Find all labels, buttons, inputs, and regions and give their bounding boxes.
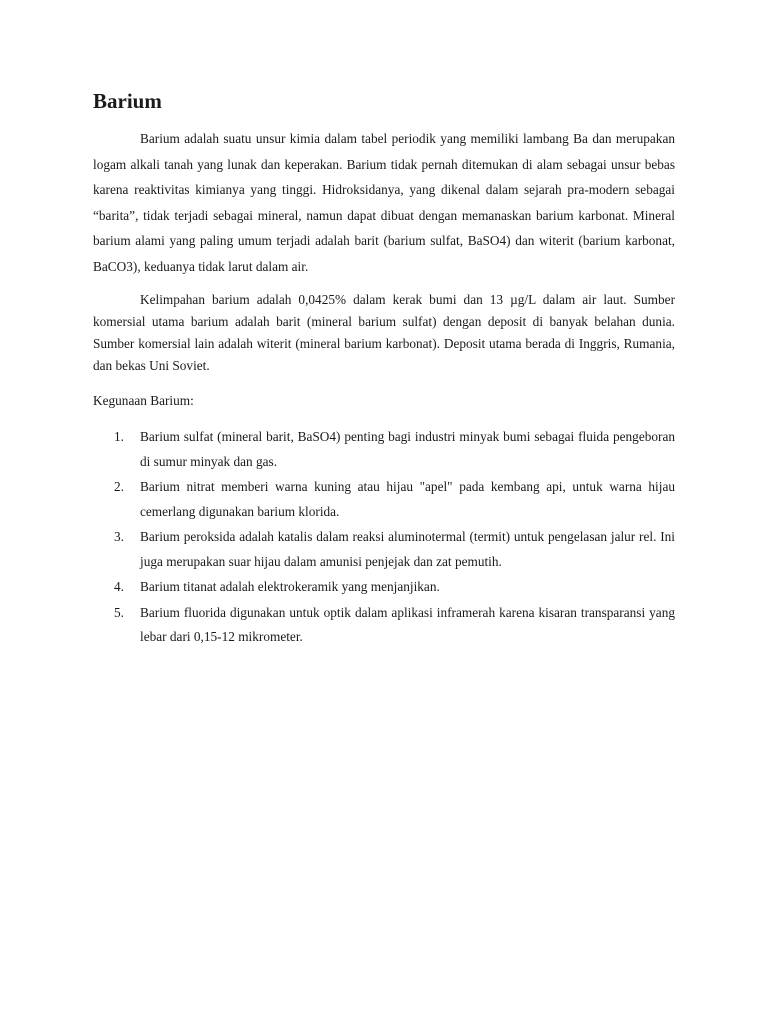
list-item-number: 1. [114,429,124,444]
document-title: Barium [93,89,162,113]
list-item-number: 2. [114,479,124,494]
list-item-number: 3. [114,529,124,544]
list-item-text: Barium titanat adalah elektrokeramik yang menjanjikan. [140,579,440,594]
paragraph-abundance: Kelimpahan barium adalah 0,0425% dalam kerak bumi dan 13 µg/L dalam air laut. Sumber komersial utama barium adalah barit (mineral barium sulfat) dengan deposit di banyak belahan dunia. Sumber komersial lain adalah witerit (mineral barium karbonat). Deposit utama berada di Inggris, Rumania, dan bekas Uni Soviet. [93,292,675,373]
list-item-text: Barium fluorida digunakan untuk optik dalam aplikasi inframerah karena kisaran transparansi yang lebar dari 0,15-12 mikrometer. [140,604,675,644]
list-item-number: 4. [114,579,124,594]
list-item [93,525,675,574]
list-item [93,601,675,650]
paragraph-intro: Barium adalah suatu unsur kimia dalam tabel periodik yang memiliki lambang Ba dan merupakan logam alkali tanah yang lunak dan keperakan. Barium tidak pernah ditemukan di alam sebagai unsur bebas karena reaktivitas kimianya yang tinggi. Hidroksidanya, yang dikenal dalam sejarah pra-modern sebagai “barita”, tidak terjadi sebagai mineral, namun dapat dibuat dengan memanaskan barium karbonat. Mineral barium alami yang paling umum terjadi adalah barit (barium sulfat, BaSO4) dan witerit (barium karbonat, BaCO3), keduanya tidak larut dalam air. [93,131,675,274]
list-item [93,475,675,524]
uses-list [93,425,675,650]
list-item-number: 5. [114,604,124,620]
list-item-text: Barium peroksida adalah katalis dalam reaksi aluminotermal (termit) untuk pengelasan jalur rel. Ini juga merupakan suar hijau dalam amunisi penjejak dan zat pemutih. [140,529,675,569]
list-item [93,575,675,600]
list-item-text: Barium nitrat memberi warna kuning atau hijau "apel" pada kembang api, untuk warna hijau cemerlang digunakan barium klorida. [140,479,675,519]
list-item-text: Barium sulfat (mineral barit, BaSO4) penting bagi industri minyak bumi sebagai fluida pengeboran di sumur minyak dan gas. [140,429,675,469]
list-item [93,425,675,474]
uses-heading: Kegunaan Barium: [93,393,194,408]
document-page [93,88,675,651]
